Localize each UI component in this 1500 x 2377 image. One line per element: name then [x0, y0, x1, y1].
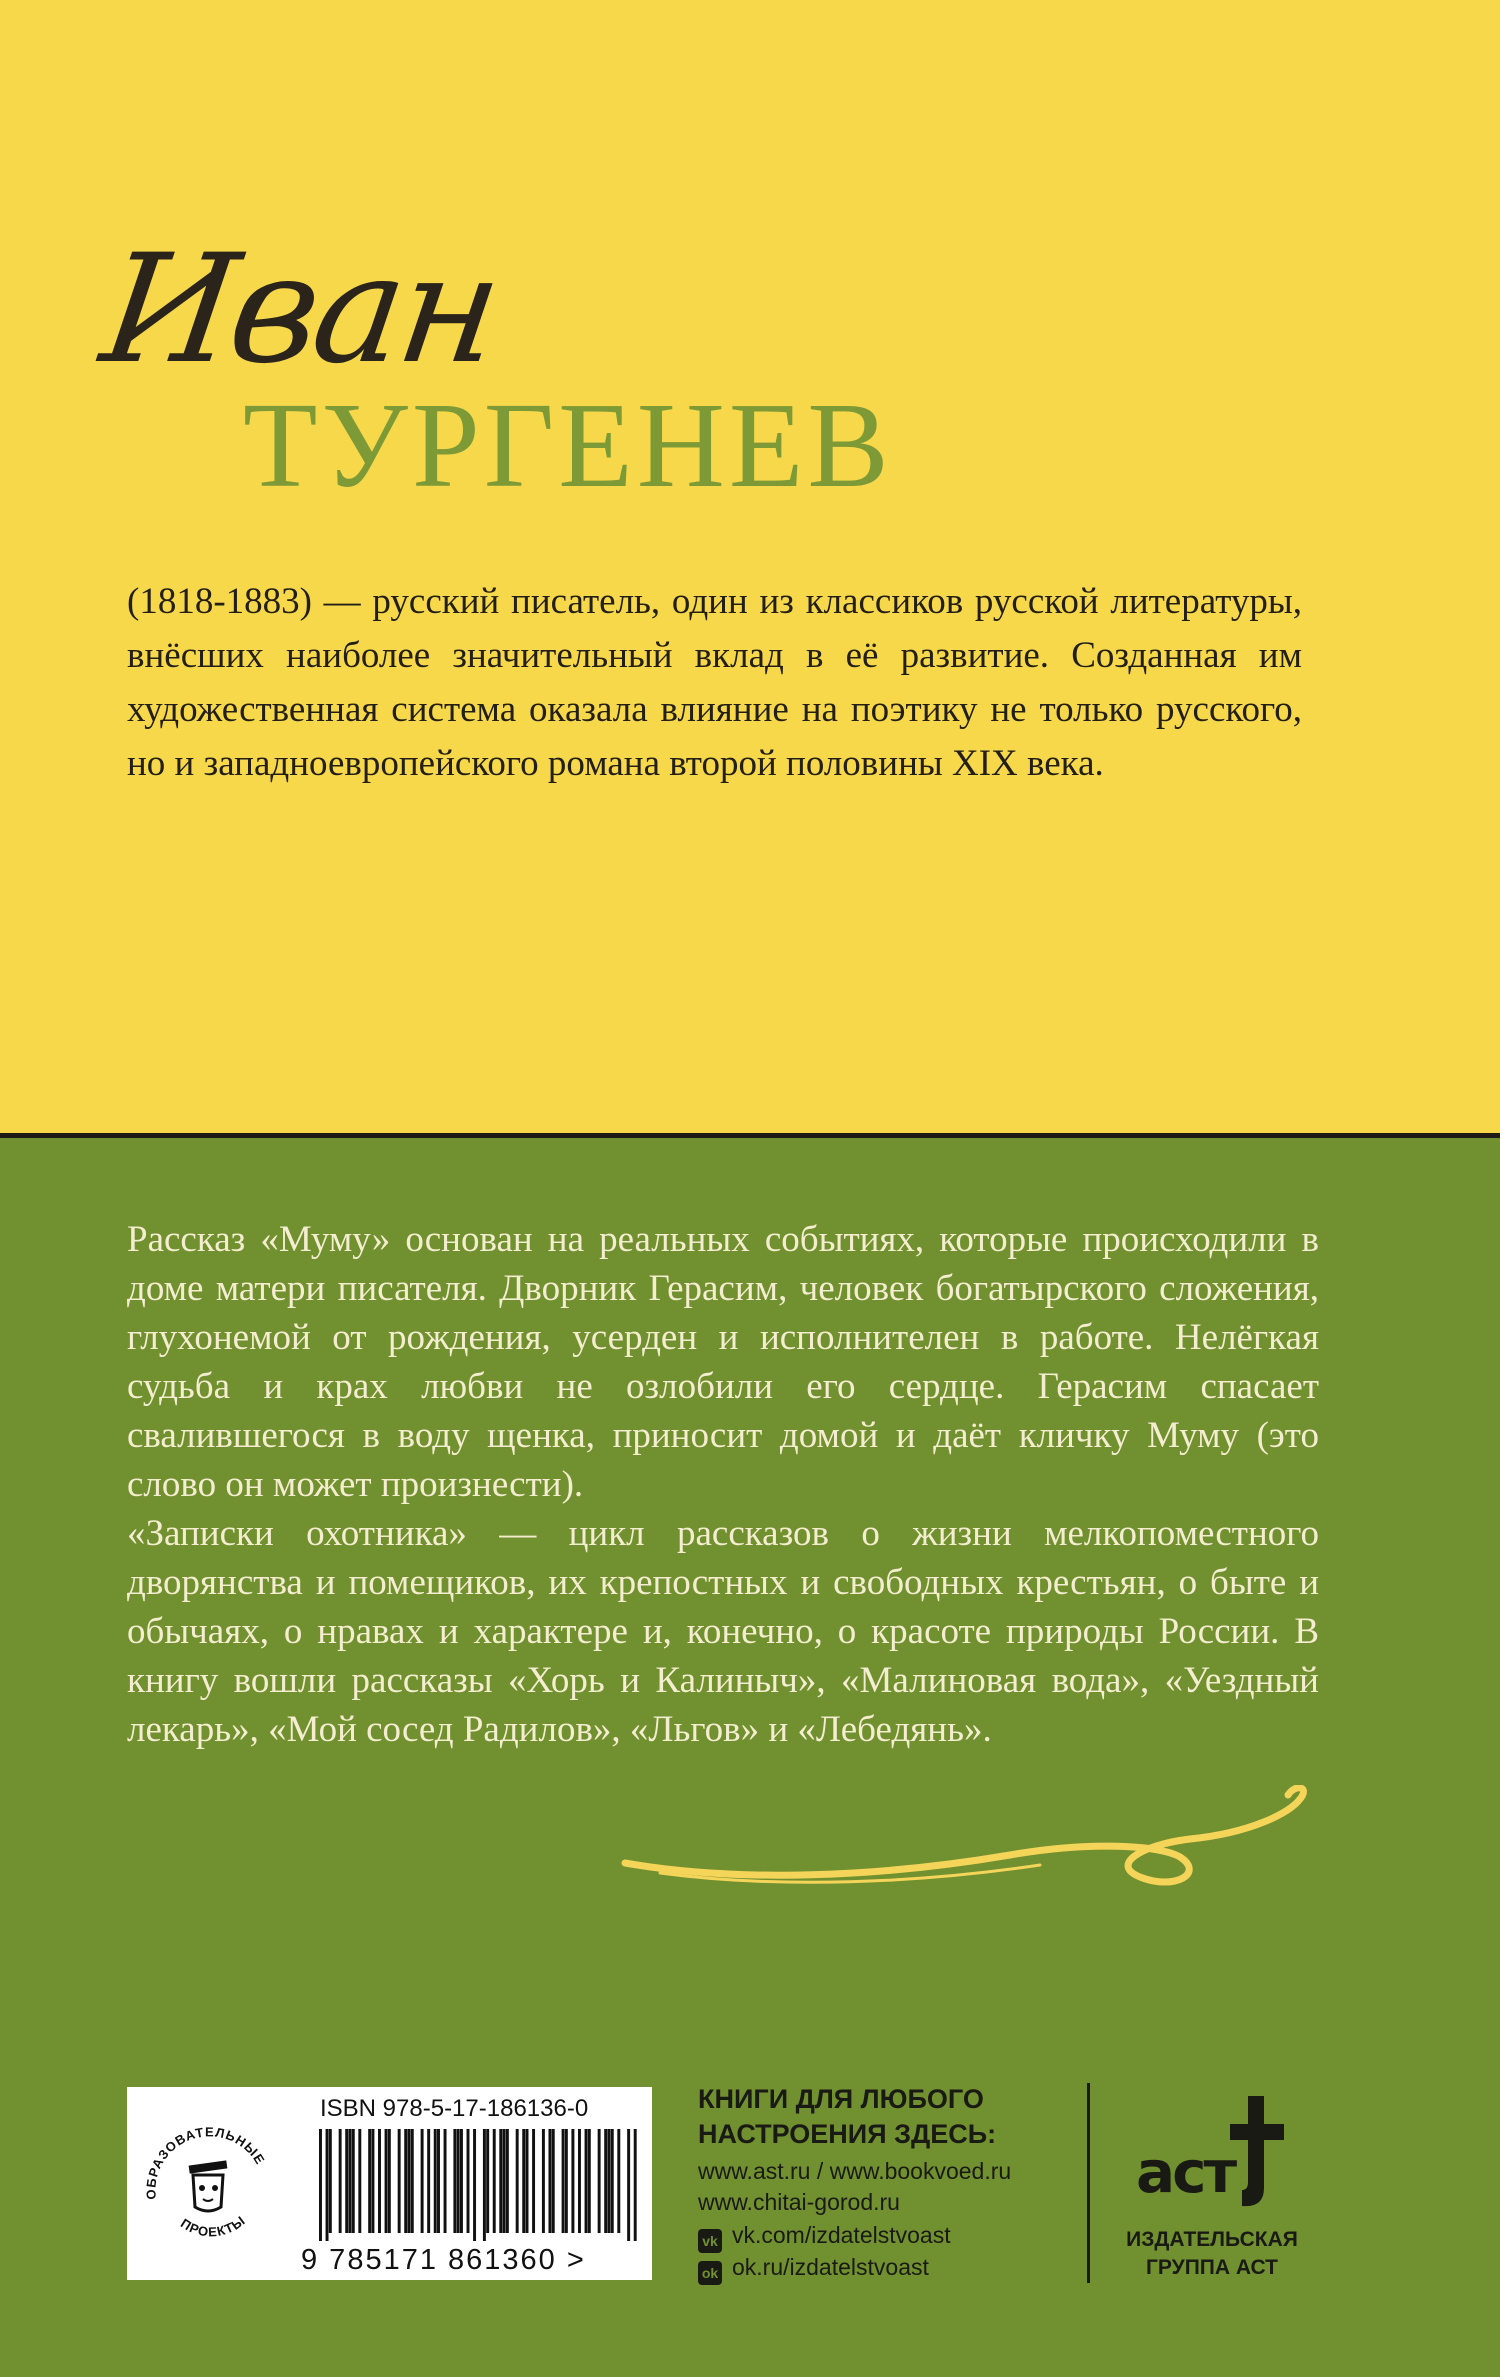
- barcode-bar: [483, 2129, 486, 2241]
- annotation-paragraph: «Записки охотника» — цикл рассказов о жизни мелкопоместного дворянства и помещиков, их крепостных и свободных крестьян, о быте и обычаях, о нравах и характере и, конечно, о красоте природы России. В книгу вошли рассказы «Хорь и Калиныч», «Малиновая вода», «Уездный лекарь», «Мой сосед Радилов», «Льгов» и «Лебедянь».: [127, 1513, 1319, 1750]
- barcode-bar: [358, 2129, 361, 2233]
- barcode-bar: [585, 2129, 588, 2233]
- seal-arc-text: ОБРАЗОВАТЕЛЬНЫЕ: [143, 2124, 269, 2200]
- ok-icon: ok: [698, 2261, 722, 2285]
- barcode-bar: [457, 2129, 460, 2233]
- barcode-bar: [634, 2129, 637, 2241]
- promo-title: [698, 2082, 996, 2152]
- isbn-box: [127, 2087, 652, 2280]
- barcode-bar: [319, 2129, 322, 2241]
- link-vk[interactable]: vk.com/izdatelstvoast: [732, 2222, 951, 2248]
- ok-link-row[interactable]: [698, 2254, 929, 2285]
- barcode-bar: [542, 2129, 545, 2233]
- barcode-bar: [516, 2129, 519, 2233]
- barcode-bar: [444, 2129, 447, 2233]
- barcode-bar: [499, 2129, 502, 2233]
- top-panel: [0, 0, 1500, 1133]
- publisher-logo-text: аст: [1136, 2138, 1235, 2206]
- barcode-bar: [371, 2129, 374, 2233]
- barcode-bar: [398, 2129, 401, 2233]
- barcode-bar: [571, 2129, 574, 2233]
- barcode-bar: [532, 2129, 535, 2233]
- barcode-bar: [627, 2129, 630, 2241]
- link-ast-bookvoed[interactable]: www.ast.ru / www.bookvoed.ru: [698, 2158, 1012, 2184]
- decorative-flourish: [620, 1785, 1320, 1895]
- barcode-bar: [460, 2129, 463, 2233]
- barcode-bar: [385, 2129, 388, 2233]
- vk-link-row[interactable]: [698, 2222, 951, 2253]
- barcode-bar: [329, 2129, 332, 2233]
- promo-title-line2: НАСТРОЕНИЯ ЗДЕСЬ:: [698, 2119, 997, 2149]
- barcode-bar: [598, 2129, 601, 2233]
- vertical-divider: [1087, 2083, 1090, 2283]
- barcode-bar: [453, 2129, 456, 2233]
- barcode-bar: [345, 2129, 348, 2233]
- barcode-bar: [552, 2129, 555, 2233]
- publisher-logo-icon: [1130, 2090, 1300, 2215]
- barcode-bar: [437, 2129, 440, 2233]
- isbn-label: ISBN 978-5-17-186136-0: [320, 2095, 589, 2122]
- author-last-name: ТУРГЕНЕВ: [243, 378, 893, 513]
- barcode-bar: [467, 2129, 470, 2233]
- barcode-bar: [339, 2129, 342, 2233]
- barcode-bar: [368, 2129, 371, 2233]
- barcode-bar: [404, 2129, 407, 2233]
- book-annotation: [127, 1215, 1319, 1754]
- barcode-bar: [578, 2129, 581, 2233]
- barcode-icon: [319, 2129, 637, 2241]
- author-bio: (1818-1883) — русский писатель, один из классиков русской литературы, внёсших наиболее значительный вклад в её развитие. Созданная им художественная система оказала влияние на поэтику не только русского, но и западноевропейского романа второй половины XIX века.: [127, 581, 1302, 784]
- author-first-name: Иван: [92, 223, 508, 397]
- seal-bottom-text: ПРОЕКТЫ: [178, 2212, 249, 2240]
- barcode-bar: [326, 2129, 329, 2241]
- barcode-bar: [427, 2129, 430, 2233]
- barcode-bar: [607, 2129, 610, 2233]
- link-ok[interactable]: ok.ru/izdatelstvoast: [732, 2254, 929, 2280]
- barcode-bar: [378, 2129, 381, 2233]
- series-seal-icon: [137, 2111, 282, 2256]
- barcode-bar: [408, 2129, 411, 2233]
- barcode-bar: [421, 2129, 424, 2233]
- barcode-bar: [565, 2129, 568, 2233]
- annotation-paragraph: Рассказ «Муму» основан на реальных событиях, которые происходили в доме матери писателя. Дворник Герасим, человек богатырского сложения, глухонемой от рождения, усерден и исполнителен в работе. Нелёгкая судьба и крах любви не озлобили его сердце. Герасим спасает свалившегося в воду щенка, приносит домой и даёт кличку Муму (это слово он может произнести).: [127, 1219, 1319, 1505]
- barcode-bar: [611, 2129, 614, 2233]
- barcode-bar: [522, 2129, 525, 2233]
- svg-text:ПРОЕКТЫ: [178, 2213, 248, 2240]
- barcode-bar: [434, 2129, 437, 2233]
- barcode-bar: [562, 2129, 565, 2233]
- barcode-bar: [486, 2129, 489, 2233]
- barcode-bar: [493, 2129, 496, 2233]
- barcode-bar: [473, 2129, 476, 2241]
- publisher-name-line1: ИЗДАТЕЛЬСКАЯ: [1126, 2228, 1298, 2251]
- link-chitai-gorod[interactable]: www.chitai-gorod.ru: [698, 2189, 900, 2215]
- promo-title-line1: КНИГИ ДЛЯ ЛЮБОГО: [698, 2084, 984, 2114]
- barcode-bar: [506, 2129, 509, 2233]
- barcode-bar: [604, 2129, 607, 2233]
- svg-text:ОБРАЗОВАТЕЛЬНЫЕ: [143, 2124, 268, 2200]
- publisher-name-line2: ГРУППА АСТ: [1146, 2256, 1278, 2279]
- barcode-bar: [588, 2129, 591, 2233]
- barcode-digits: 9 785171 861360 >: [301, 2244, 586, 2276]
- publisher-name: [1112, 2226, 1312, 2282]
- barcode-bar: [526, 2129, 529, 2233]
- barcode-bar: [349, 2129, 352, 2233]
- barcode-bar: [503, 2129, 506, 2233]
- barcode-bar: [352, 2129, 355, 2233]
- barcode-bar: [388, 2129, 391, 2233]
- vk-icon: vk: [698, 2229, 722, 2253]
- barcode-bar: [548, 2129, 551, 2233]
- barcode-bar: [617, 2129, 620, 2233]
- barcode-bar: [411, 2129, 414, 2233]
